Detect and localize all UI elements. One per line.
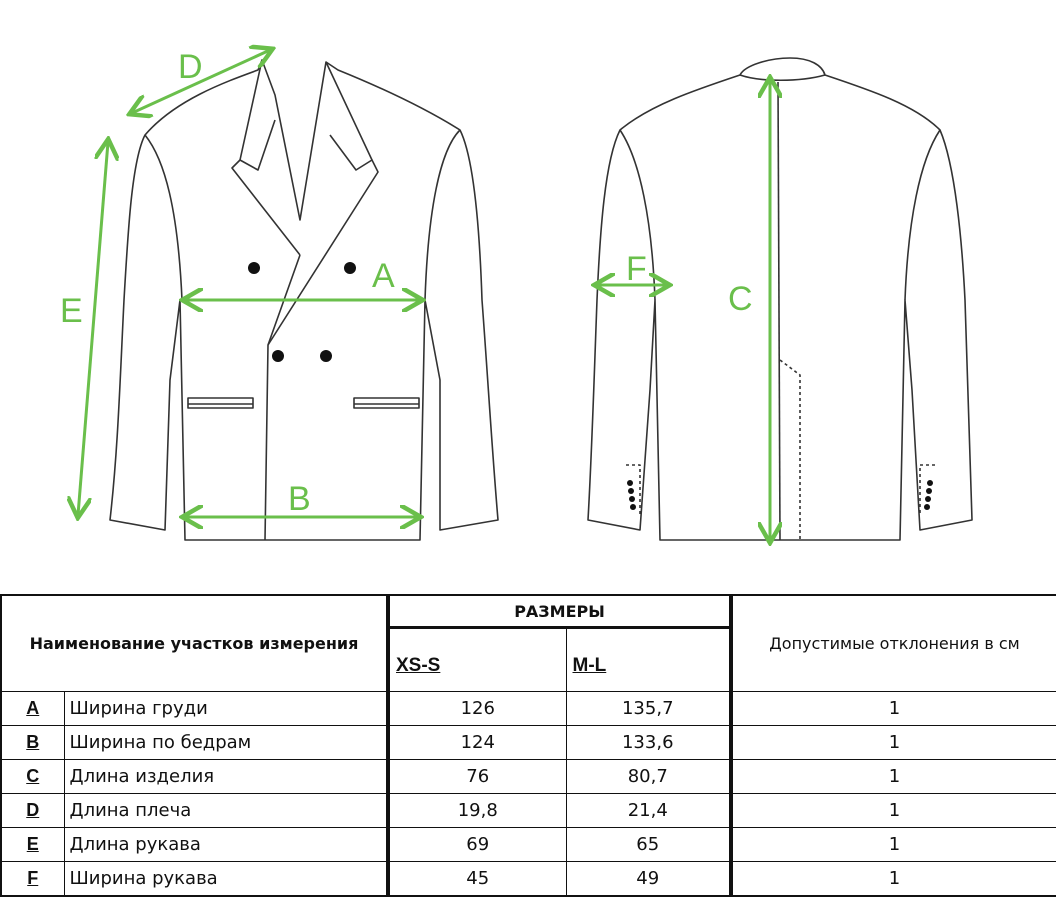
row-code: D xyxy=(1,794,64,828)
row-name: Длина изделия xyxy=(64,760,388,794)
row-xs-s: 76 xyxy=(388,760,566,794)
button-dot xyxy=(925,496,931,502)
row-code: F xyxy=(1,862,64,897)
row-name: Длина рукава xyxy=(64,828,388,862)
button-dot xyxy=(630,504,636,510)
table-row xyxy=(1,760,1056,794)
label-a: A xyxy=(372,257,395,295)
row-m-l: 65 xyxy=(566,828,731,862)
row-m-l: 135,7 xyxy=(566,692,731,726)
back-jacket-drawing xyxy=(588,58,972,540)
row-name: Длина плеча xyxy=(64,794,388,828)
label-e: E xyxy=(60,292,83,330)
table-row xyxy=(1,794,1056,828)
row-name: Ширина по бедрам xyxy=(64,726,388,760)
table-row xyxy=(1,726,1056,760)
button-dot xyxy=(627,480,633,486)
row-code: C xyxy=(1,760,64,794)
row-xs-s: 19,8 xyxy=(388,794,566,828)
row-deviation: 1 xyxy=(731,862,1056,897)
row-m-l: 80,7 xyxy=(566,760,731,794)
row-m-l: 133,6 xyxy=(566,726,731,760)
header-size-xs-s: XS-S xyxy=(388,628,566,692)
button-dot xyxy=(926,488,932,494)
row-code: E xyxy=(1,828,64,862)
row-deviation: 1 xyxy=(731,692,1056,726)
button-dot xyxy=(248,262,260,274)
row-deviation: 1 xyxy=(731,828,1056,862)
row-deviation: 1 xyxy=(731,760,1056,794)
header-deviation: Допустимые отклонения в см xyxy=(731,595,1056,692)
row-name: Ширина груди xyxy=(64,692,388,726)
table-row xyxy=(1,862,1056,897)
button-dot xyxy=(628,488,634,494)
label-c: C xyxy=(728,280,753,318)
header-sizes: РАЗМЕРЫ xyxy=(388,595,731,628)
button-dot xyxy=(344,262,356,274)
button-dot xyxy=(927,480,933,486)
row-deviation: 1 xyxy=(731,794,1056,828)
row-xs-s: 69 xyxy=(388,828,566,862)
button-dot xyxy=(272,350,284,362)
table-row xyxy=(1,828,1056,862)
label-f: F xyxy=(626,250,647,288)
row-m-l: 49 xyxy=(566,862,731,897)
label-b: B xyxy=(288,480,311,518)
header-size-m-l: M-L xyxy=(566,628,731,692)
size-table xyxy=(0,594,1056,897)
label-d: D xyxy=(178,48,203,86)
row-code: A xyxy=(1,692,64,726)
row-xs-s: 126 xyxy=(388,692,566,726)
row-code: B xyxy=(1,726,64,760)
row-xs-s: 45 xyxy=(388,862,566,897)
row-deviation: 1 xyxy=(731,726,1056,760)
row-m-l: 21,4 xyxy=(566,794,731,828)
table-row xyxy=(1,692,1056,726)
row-name: Ширина рукава xyxy=(64,862,388,897)
front-buttons xyxy=(248,262,356,362)
button-dot xyxy=(924,504,930,510)
header-measurement-name: Наименование участков измерения xyxy=(1,595,388,692)
button-dot xyxy=(629,496,635,502)
button-dot xyxy=(320,350,332,362)
row-xs-s: 124 xyxy=(388,726,566,760)
